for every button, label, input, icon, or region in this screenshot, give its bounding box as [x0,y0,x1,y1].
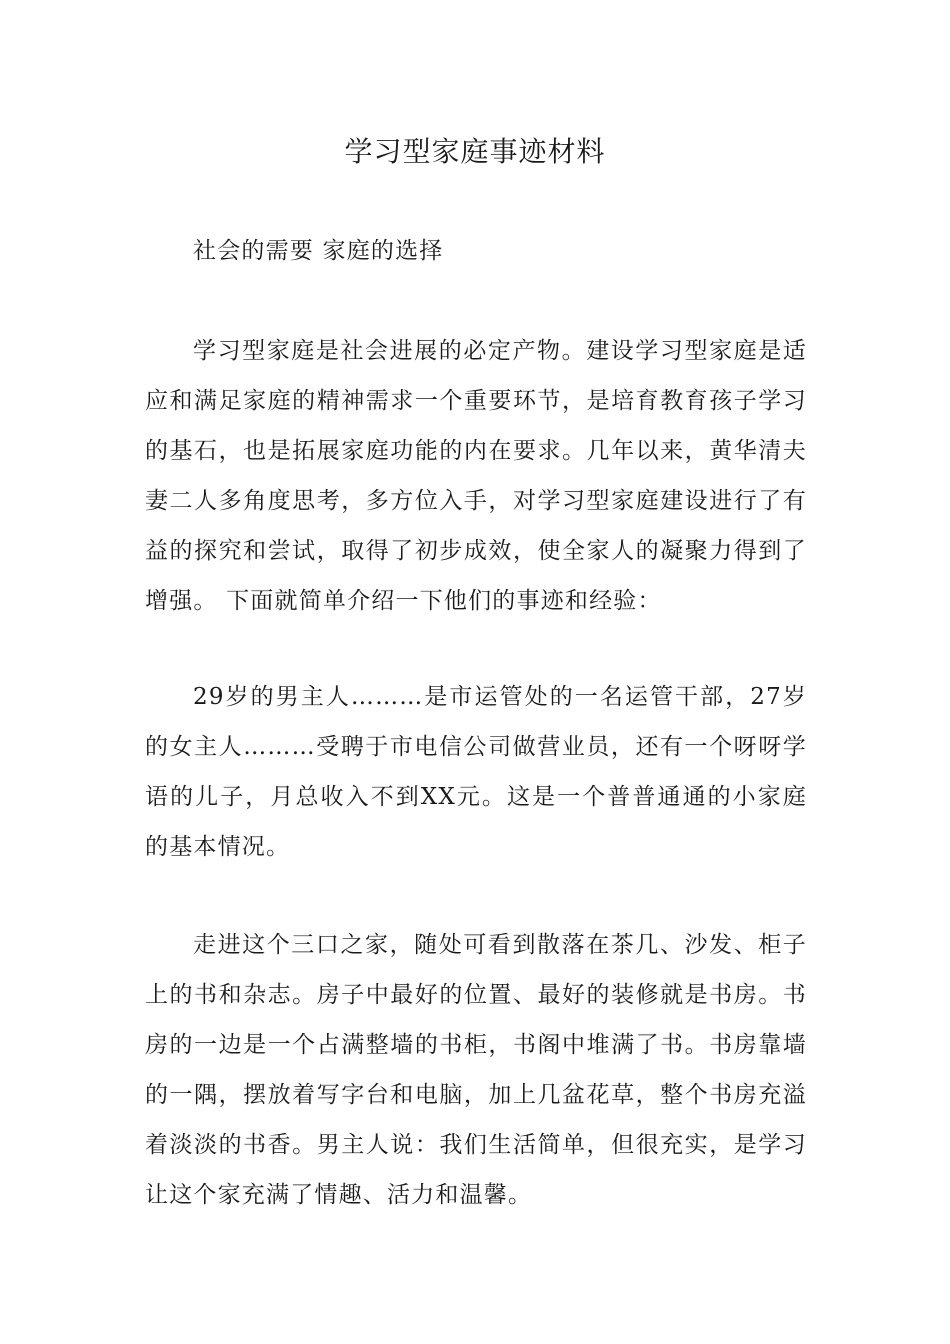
document-title: 学习型家庭事迹材料 [344,135,606,168]
paragraph-intro: 学习型家庭是社会进展的必定产物。建设学习型家庭是适应和满足家庭的精神需求一个重要环节，是培育教育孩子学习的基石，也是拓展家庭功能的内在要求。几年以来，黄华清夫妻二人多角度思考，多方位入手，对学习型家庭建设进行了有益的探究和尝试，取得了初步成效，使全家人的凝聚力得到了增强。 下面就简单介绍一下他们的事迹和经验： [145,338,807,614]
paragraph-family-info: 29岁的男主人………是市运管处的一名运管干部，27岁的女主人………受聘于市电信公司做营业员，还有一个呀呀学语的儿子，月总收入不到XX元。这是一个普普通通的小家庭的基本情况。 [145,684,807,860]
paragraph-home-description: 走进这个三口之家，随处可看到散落在茶几、沙发、柜子上的书和杂志。房子中最好的位置、最好的装修就是书房。书房的一边是一个占满整墙的书柜，书阁中堆满了书。书房靠墙的一隅，摆放着写字台和电脑，加上几盆花草，整个书房充溢着淡淡的书香。男主人说：我们生活简单，但很充实，是学习让这个家充满了情趣、活力和温馨。 [145,932,807,1208]
document-subtitle: 社会的需要 家庭的选择 [193,238,444,264]
